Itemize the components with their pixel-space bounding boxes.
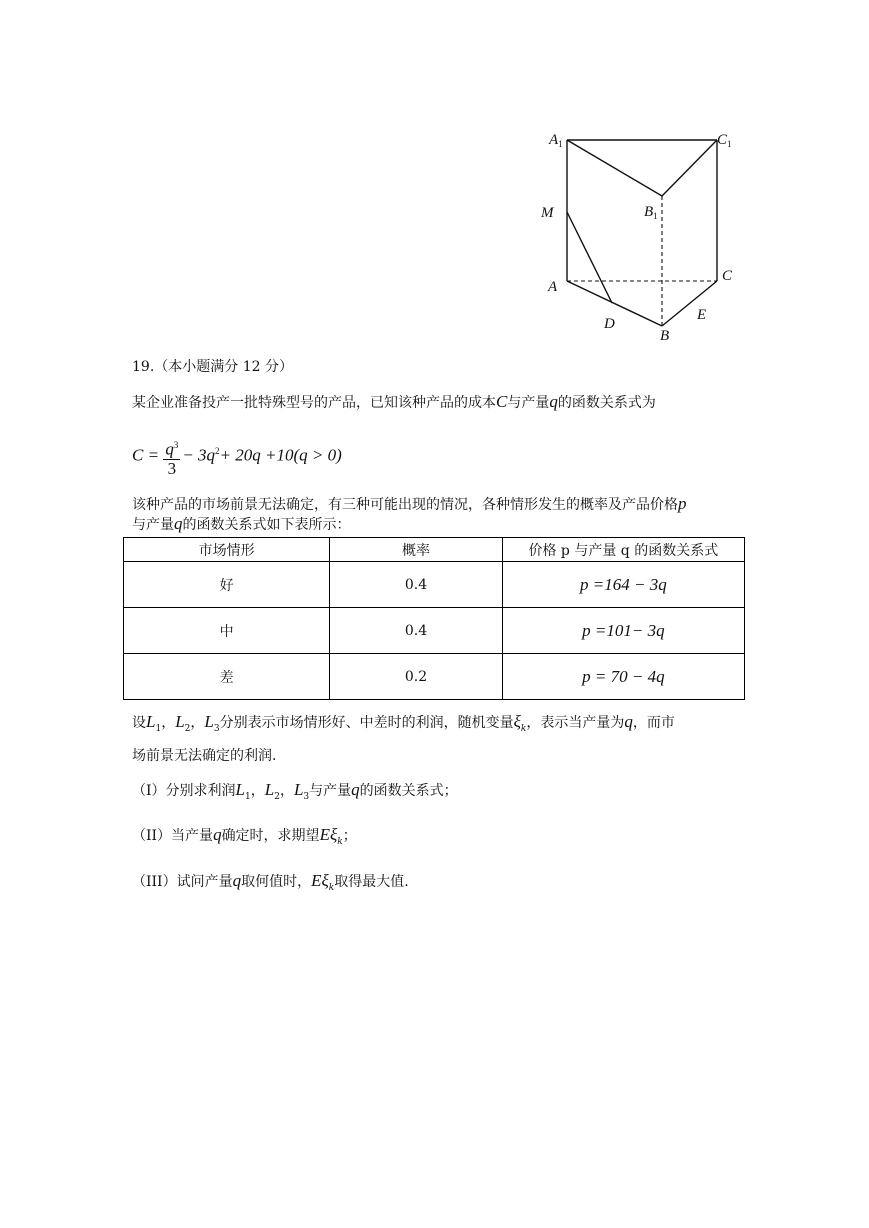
- label-e: E: [697, 307, 707, 323]
- label-c1: $C_1$: [717, 132, 732, 149]
- cell-situation: 差: [124, 654, 330, 700]
- header-situation: 市场情形: [124, 538, 330, 562]
- edge-a1-b1: [567, 140, 662, 196]
- table-row: [124, 654, 745, 700]
- prism-figure: [520, 120, 750, 350]
- problem-intro: 某企业准备投产一批特殊型号的产品，已知该种产品的成本C与产量q的函数关系式为: [132, 392, 656, 411]
- cell-probability: 0.4: [330, 608, 502, 654]
- question-2: （II）当产量q确定时，求期望$E\xi_k$；: [132, 825, 357, 847]
- header-probability: 概率: [330, 538, 502, 562]
- label-a: A: [548, 279, 558, 295]
- label-a1: $A_1$: [549, 132, 563, 149]
- formula-fraction: $\frac{q^3}{3}$: [163, 436, 180, 478]
- cell-probability: 0.4: [330, 562, 502, 608]
- label-d: D: [604, 316, 615, 332]
- market-table: [123, 537, 745, 700]
- edge-b-c: [662, 281, 717, 326]
- label-b1: $B_1$: [644, 204, 658, 221]
- table-row: [124, 562, 745, 608]
- description-line-2: 与产量q的函数关系式如下表所示：: [132, 514, 351, 533]
- edge-b1-c1: [662, 140, 717, 196]
- label-b: B: [660, 328, 670, 344]
- label-m: M: [541, 205, 554, 221]
- question-1: （I）分别求利润$L_1$，$L_2$，$L_3$与产量q的函数关系式；: [132, 780, 458, 802]
- label-c: C: [722, 268, 733, 284]
- cell-price-formula: p = 70 − 4q: [502, 654, 744, 700]
- cell-price-formula: p =101− 3q: [502, 608, 744, 654]
- table-row: [124, 608, 745, 654]
- cell-probability: 0.2: [330, 654, 502, 700]
- cell-situation: 中: [124, 608, 330, 654]
- cell-situation: 好: [124, 562, 330, 608]
- statement-line-2: 场前景无法确定的利润.: [132, 748, 277, 764]
- cost-formula: C = $\frac{q^3}{3}$ − $3q^2+ 20q +10(q > 0)$: [132, 436, 342, 478]
- problem-header: 19.（本小题满分 12 分）: [132, 359, 293, 375]
- cell-price-formula: p =164 − 3q: [502, 562, 744, 608]
- description-line-1: 该种产品的市场前景无法确定，有三种可能出现的情况，各种情形发生的概率及产品价格p: [132, 494, 687, 513]
- header-price-formula: 价格 p 与产量 q 的函数关系式: [502, 538, 744, 562]
- table-header-row: [124, 538, 745, 562]
- question-3: （III）试问产量q取何值时，$E\xi_k$取得最大值.: [132, 871, 409, 893]
- statement-line-1: 设$L_1$，$L_2$，$L_3$分别表示市场情形好、中差时的利润，随机变量$\xi_k$，表示当产量为q，而市: [132, 712, 675, 734]
- segment-m-d: [567, 212, 612, 303]
